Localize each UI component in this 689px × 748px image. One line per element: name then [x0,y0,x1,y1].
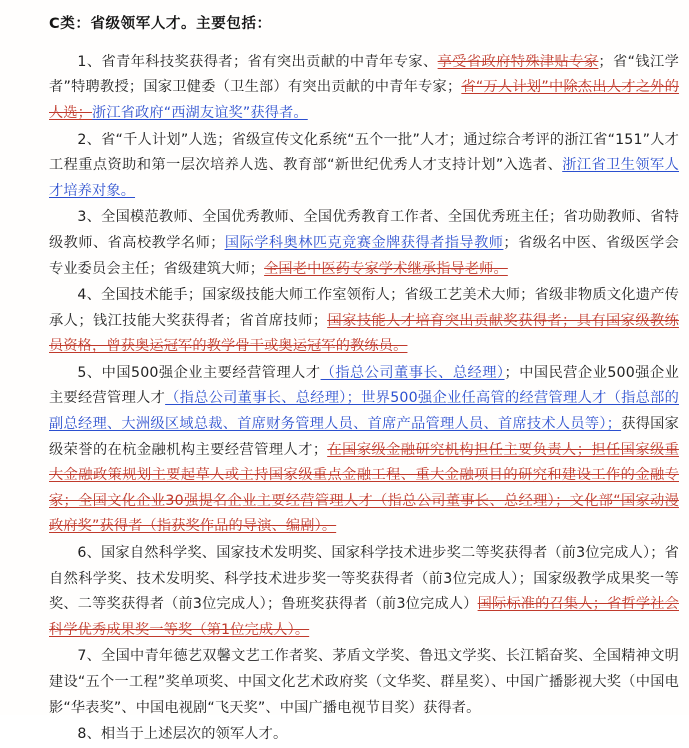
body-text-run: 2、省“千人计划”人选；省级宣传文化系统“五个一批”人才；通过综合考评的浙江省“151”人才工程重点资助和第一层次培养人选、教育部“新世纪优秀人才支持计划”入选者、 [49,131,679,174]
body-text-run: 获得国家级荣誉的在杭金融机构主要经营管理人才； [49,416,679,458]
deleted-text-run: 全国老中医药专家学术继承指导老师。 [264,260,508,277]
body-text-run: 7、全国中青年德艺双馨文艺工作者奖、茅盾文学奖、鲁迅文学奖、长江韬奋奖、全国精神文明建设“五个一工程”奖单项奖、中国文化艺术政府奖（文华奖、群星奖）、中国广播影视大奖（中国电影“华表奖”、中国电视剧“飞天奖”、中国广播电视节目奖）获得者。 [49,648,679,716]
clause-paragraph-1 [49,50,679,127]
inserted-text-run: 国际学科奥林匹克竞赛金牌获得者指导教师 [224,234,504,251]
body-text-run: 6、国家自然科学奖、国家技术发明奖、国家科学技术进步奖二等奖获得者（前3位完成人）；省自然科学奖、技术发明奖、科学技术进步奖一等奖获得者（前3位完成人）；国家级教学成果奖一等奖、二等奖获得者（前3位完成人）；鲁班奖获得者（前3位完成人） [49,545,679,613]
body-text-run: 3、全国模范教师、全国优秀教师、全国优秀教育工作者、全国优秀班主任；省功勋教师、省特级教师、省高校教学名师； [49,209,679,251]
inserted-text-run: 浙江省政府“西湖友谊奖”获得者。 [92,104,308,121]
page-title: C类：省级领军人才。主要包括： [49,16,272,32]
inserted-text-run: 浙江省卫生领军人才培养对象。 [49,157,680,199]
deleted-text-run: 省“万人计划”中除杰出人才之外的人选； [49,79,680,121]
deleted-text-run: 享受省政府特殊津贴专家 [437,53,599,70]
inserted-text-run: （指总公司董事长、总经理）；世界500强企业任高管的经营管理人才（指总部的副总经理、大洲级区域总裁、首席财务管理人员、首席产品管理人员、首席技术人员等）； [49,390,679,433]
body-text-run: 4、全国技术能手；国家级技能大师工作室领衔人；省级工艺美术大师；省级非物质文化遗产传承人；钱江技能大奖获得者；省首席技师； [49,287,679,329]
deleted-text-run: 在国家级金融研究机构担任主要负责人；担任国家级重大金融政策规划主要起草人或主持国家级重点金融工程、重大金融项目的研究和建设工作的金融专家；全国文化企业30强提名企业主要经营管理人才（指总公司董事长、总经理）；文化部“国家动漫政府奖”获得者（指获奖作品的导演、编剧）。 [49,441,679,535]
body-text-run: 5、中国500强企业主要经营管理人才 [77,364,321,381]
paragraph-list [49,50,679,748]
deleted-text-run: 国家技能人才培育突出贡献奖获得者；具有国家级教练员资格，曾获奥运冠军的教学骨干或奥运冠军的教练员。 [49,312,679,355]
body-text-run: ；省级名中医、省级医学会专业委员会主任；省级建筑大师； [49,234,679,277]
body-text-run: ；省“钱江学者”特聘教授；国家卫健委（卫生部）有突出贡献的中青年专家； [49,53,679,96]
clause-paragraph-7 [49,644,679,721]
clause-paragraph-4 [49,283,679,360]
clause-paragraph-8 [49,722,679,748]
clause-paragraph-3 [49,205,679,282]
body-text-run: 8、相当于上述层次的领军人才。 [77,726,288,743]
body-text-run: 1、省青年科技奖获得者；省有突出贡献的中青年专家、 [77,53,438,70]
clause-paragraph-6 [49,541,679,643]
clause-paragraph-5 [49,361,679,540]
clause-paragraph-2 [49,128,679,205]
inserted-text-run: （指总公司董事长、总经理） [320,364,505,381]
deleted-text-run: 国际标准的召集人；省哲学社会科学优秀成果奖一等奖（第1位完成人）。 [49,596,679,638]
body-text-run: ；中国民营企业500强企业主要经营管理人才 [49,364,680,407]
